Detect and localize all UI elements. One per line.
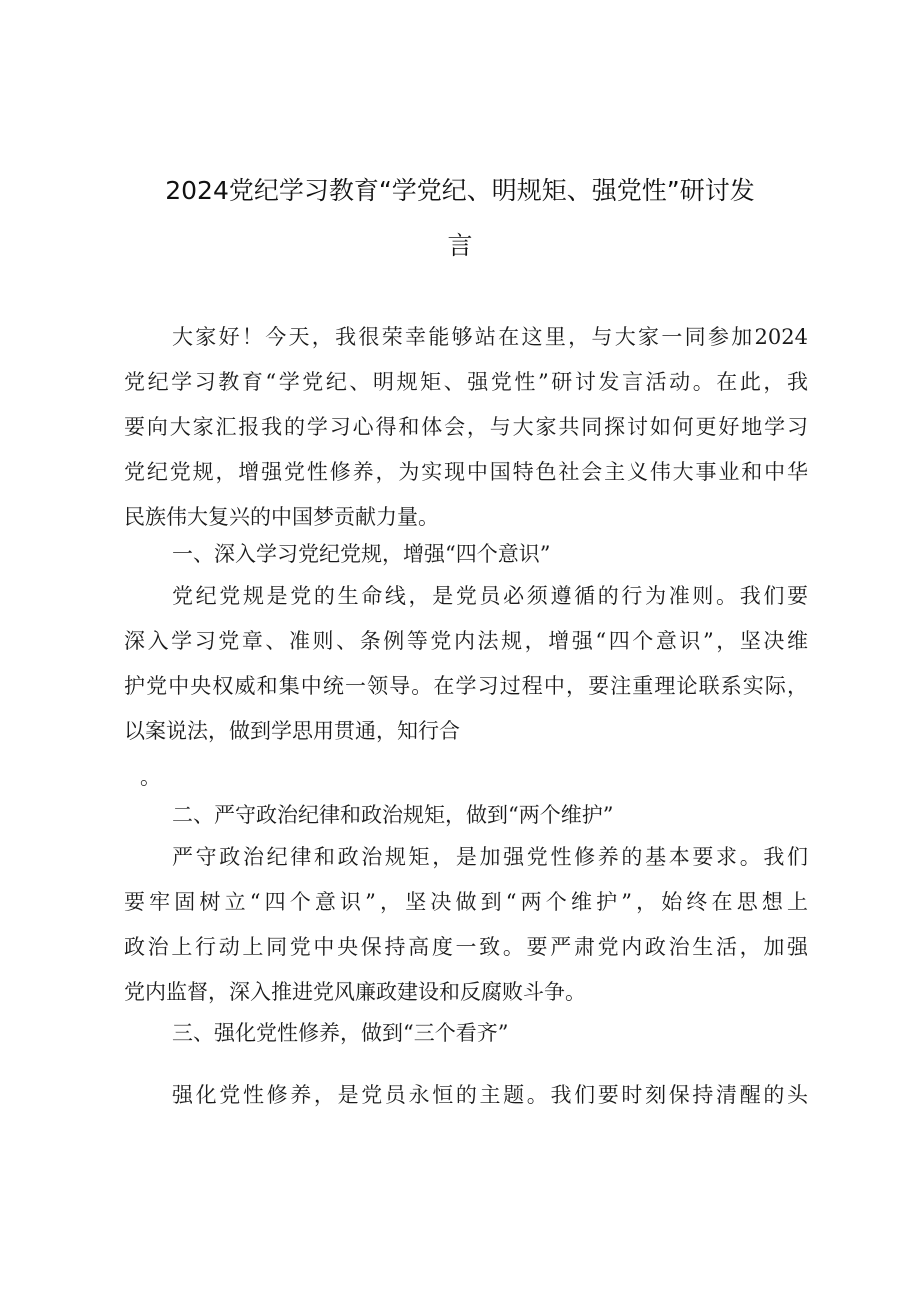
section-1-line-3: 护党中央权威和集中统一领导。在学习过程中，要注重理论联系实际， — [124, 674, 808, 698]
section-3-heading: 三、强化党性修养，做到“三个看齐” — [172, 1021, 509, 1045]
intro-line-2: 党纪学习教育“学党纪、明规矩、强党性”研讨发言活动。在此，我 — [124, 370, 808, 394]
section-2-line-1: 严守政治纪律和政治规矩，是加强党性修养的基本要求。我们 — [172, 845, 808, 869]
section-1-line-4: 以案说法，做到学思用贯通，知行合 — [124, 719, 460, 743]
section-2-line-3: 政治上行动上同党中央保持高度一致。要严肃党内政治生活，加强 — [124, 935, 808, 959]
intro-line-5: 民族伟大复兴的中国梦贡献力量。 — [124, 505, 439, 529]
intro-line-4: 党纪党规，增强党性修养，为实现中国特色社会主义伟大事业和中华 — [124, 460, 808, 484]
section-1-line-2: 深入学习党章、准则、条例等党内法规，增强“四个意识”，坚决维 — [124, 629, 808, 653]
document-title-line-2: 言 — [447, 231, 473, 260]
section-1-heading: 一、深入学习党纪党规，增强“四个意识” — [172, 542, 551, 566]
section-3-line-1: 强化党性修养，是党员永恒的主题。我们要时刻保持清醒的头 — [172, 1083, 808, 1107]
section-1-orphan-punctuation: 。 — [140, 765, 161, 789]
section-2-line-2: 要牢固树立“四个意识”，坚决做到“两个维护”，始终在思想上 — [124, 890, 808, 914]
section-2-heading: 二、严守政治纪律和政治规矩，做到“两个维护” — [172, 803, 614, 827]
intro-line-1: 大家好！今天，我很荣幸能够站在这里，与大家一同参加2024 — [172, 325, 808, 349]
section-1-line-1: 党纪党规是党的生命线，是党员必须遵循的行为准则。我们要 — [172, 584, 808, 608]
document-title-line-1: 2024党纪学习教育“学党纪、明规矩、强党性”研讨发 — [165, 176, 755, 205]
intro-line-3: 要向大家汇报我的学习心得和体会，与大家共同探讨如何更好地学习 — [124, 415, 808, 439]
section-2-line-4: 党内监督，深入推进党风廉政建设和反腐败斗争。 — [124, 980, 586, 1004]
